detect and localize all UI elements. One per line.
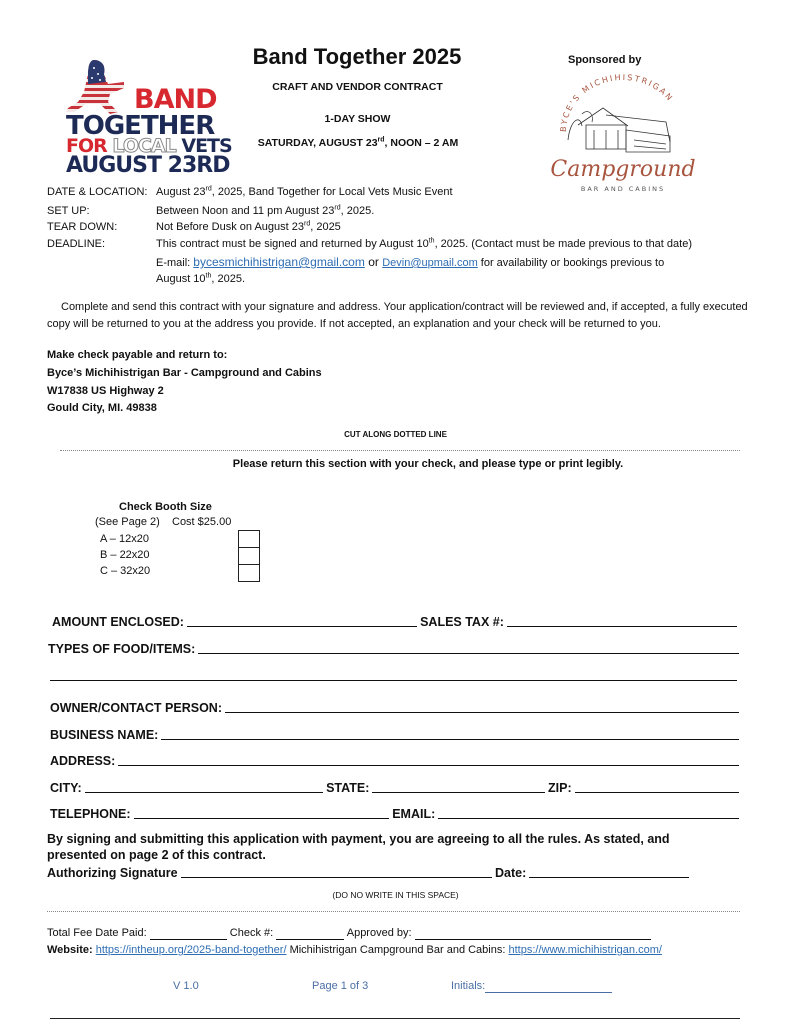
initials-row (451, 980, 612, 993)
state-field[interactable] (372, 778, 545, 793)
check-number-field[interactable] (276, 927, 344, 940)
booth-option-b-checkbox[interactable] (238, 547, 260, 565)
owner-contact-label: OWNER/CONTACT PERSON: (50, 701, 222, 715)
footer-rule (50, 1018, 740, 1019)
signature-row (47, 860, 692, 880)
email-field[interactable] (438, 804, 739, 819)
amount-enclosed-field[interactable] (187, 612, 417, 627)
telephone-field[interactable] (134, 804, 390, 819)
owner-row (50, 695, 742, 715)
show-date: SATURDAY, AUGUST 23rd, NOON – 2 AM (257, 136, 459, 149)
date-location-value: August 23rd, 2025, Band Together for Local Vets Music Event (156, 185, 453, 198)
svg-text:BYCE'S MICHIHISTRIGAN (559, 73, 675, 132)
telephone-label: TELEPHONE: (50, 807, 131, 821)
campground-logo-icon (548, 70, 698, 200)
logo-date-text: AUGUST 23RD (66, 153, 230, 178)
sponsor-logo (548, 70, 698, 200)
initials-label: Initials: (451, 980, 486, 992)
city-row (50, 775, 742, 795)
business-name-label: BUSINESS NAME: (50, 728, 159, 742)
sponsor-label: Sponsored by (568, 54, 642, 66)
payee-street: W17838 US Highway 2 (47, 385, 164, 397)
business-row (50, 722, 742, 742)
website-link[interactable]: https://intheup.org/2025-band-together/ (95, 944, 287, 956)
tear-down-label: TEAR DOWN: (47, 221, 118, 233)
agreement-text-line1: By signing and submitting this application with payment, you are agreeing to all the rules. As stated, and (47, 832, 670, 846)
owner-contact-field[interactable] (225, 698, 739, 713)
payable-heading: Make check payable and return to: (47, 349, 228, 361)
logo-for-local-vets-text: FOR LOCAL VETS (66, 135, 232, 157)
approved-by-field[interactable] (415, 927, 651, 940)
email-link-devin[interactable]: Devin@upmail.com (382, 257, 478, 269)
event-logo (62, 58, 232, 178)
booth-option-b-label: B – 22x20 (100, 549, 150, 561)
email-label: EMAIL: (392, 807, 436, 821)
telephone-row (50, 801, 742, 821)
state-label: STATE: (326, 781, 370, 795)
types-row (48, 636, 742, 656)
set-up-value: Between Noon and 11 pm August 23rd, 2025. (156, 204, 375, 217)
signature-label: Authorizing Signature (47, 866, 178, 880)
version-label: V 1.0 (173, 980, 199, 992)
city-field[interactable] (85, 778, 323, 793)
date-label: Date: (495, 866, 527, 880)
deadline-last-line: August 10th, 2025. (156, 272, 246, 285)
types-of-food-field[interactable] (198, 639, 739, 654)
sponsor-arc-text: BYCE'S MICHIHISTRIGAN (558, 72, 676, 133)
agreement-text-line2: presented on page 2 of this contract. (47, 848, 266, 862)
total-fee-label: Total Fee Date Paid: (47, 927, 147, 939)
sales-tax-field[interactable] (507, 612, 737, 627)
office-use-note: (DO NO WRITE IN THIS SPACE) (332, 890, 459, 900)
amount-row (52, 609, 740, 629)
agreement-text (47, 831, 757, 863)
deadline-value: This contract must be signed and returned by August 10th, 2025. (Contact must be made previous to that date) (156, 237, 692, 250)
payee-city: Gould City, MI. 49838 (47, 402, 157, 414)
contract-subtitle: CRAFT AND VENDOR CONTRACT (272, 81, 443, 93)
document-title: Band Together 2025 (252, 44, 462, 69)
check-number-label: Check #: (229, 927, 274, 939)
set-up-label: SET UP: (47, 205, 90, 217)
campground-label: Michihistrigan Campground Bar and Cabins: (289, 944, 506, 956)
cut-dotted-line (60, 450, 740, 451)
booth-heading: Check Booth Size (119, 501, 212, 513)
tear-down-value: Not Before Dusk on August 23rd, 2025 (156, 220, 341, 233)
booth-cost: Cost $25.00 (172, 516, 232, 528)
date-field[interactable] (529, 863, 689, 878)
office-dotted-line (47, 911, 740, 912)
address-label: ADDRESS: (50, 754, 116, 768)
booth-see-page: (See Page 2) (95, 516, 160, 528)
show-type: 1-DAY SHOW (324, 113, 391, 125)
address-field[interactable] (118, 751, 739, 766)
date-location-label: DATE & LOCATION: (47, 186, 148, 198)
logo-together-text: TOGETHER (66, 111, 215, 141)
campground-link[interactable]: https://www.michihistrigan.com/ (508, 944, 662, 956)
deadline-label: DEADLINE: (47, 238, 106, 250)
amount-enclosed-label: AMOUNT ENCLOSED: (52, 615, 184, 629)
sales-tax-label: SALES TAX #: (420, 615, 504, 629)
booth-option-c-checkbox[interactable] (238, 564, 260, 582)
total-fee-field[interactable] (150, 927, 227, 940)
address-row (50, 748, 742, 768)
page-number: Page 1 of 3 (312, 980, 369, 992)
return-note: Please return this section with your check, and please type or print legibly. (232, 458, 624, 470)
business-name-field[interactable] (161, 725, 739, 740)
types-of-food-label: TYPES OF FOOD/ITEMS: (48, 642, 196, 656)
initials-field[interactable] (485, 980, 612, 993)
logo-band-text: BAND (134, 84, 217, 115)
booth-option-c-label: C – 32x20 (100, 565, 151, 577)
email-link-bycesmichihistrigan[interactable]: bycesmichihistrigan@gmail.com (193, 255, 365, 269)
approved-by-label: Approved by: (346, 927, 412, 939)
signature-field[interactable] (181, 863, 492, 878)
booth-option-a-label: A – 12x20 (100, 533, 149, 545)
website-label: Website: (47, 944, 93, 956)
sponsor-tagline: BAR AND CABINS (580, 185, 666, 193)
website-row (47, 944, 662, 956)
zip-label: ZIP: (548, 781, 572, 795)
cut-label: CUT ALONG DOTTED LINE (344, 430, 447, 439)
types-of-food-field-line2[interactable] (50, 666, 737, 681)
sponsor-name: Campground (550, 157, 696, 182)
city-label: CITY: (50, 781, 82, 795)
instructions-paragraph: Complete and send this contract with your signature and address. Your application/contract will be reviewed and, if accepted, a fully executed copy will be returned to you at the address you provide. If not accepted, an explanation and your check will be returned to you. (47, 301, 748, 330)
booth-option-a-checkbox[interactable] (238, 530, 260, 548)
payee-name: Byce’s Michihistrigan Bar - Campground and Cabins (47, 367, 322, 379)
deadline-email-line: E-mail: bycesmichihistrigan@gmail.com or Devin@upmail.com for availability or bookings previous to (156, 255, 665, 269)
types-row-2 (50, 663, 740, 683)
zip-field[interactable] (575, 778, 739, 793)
office-fields-row (47, 927, 651, 940)
